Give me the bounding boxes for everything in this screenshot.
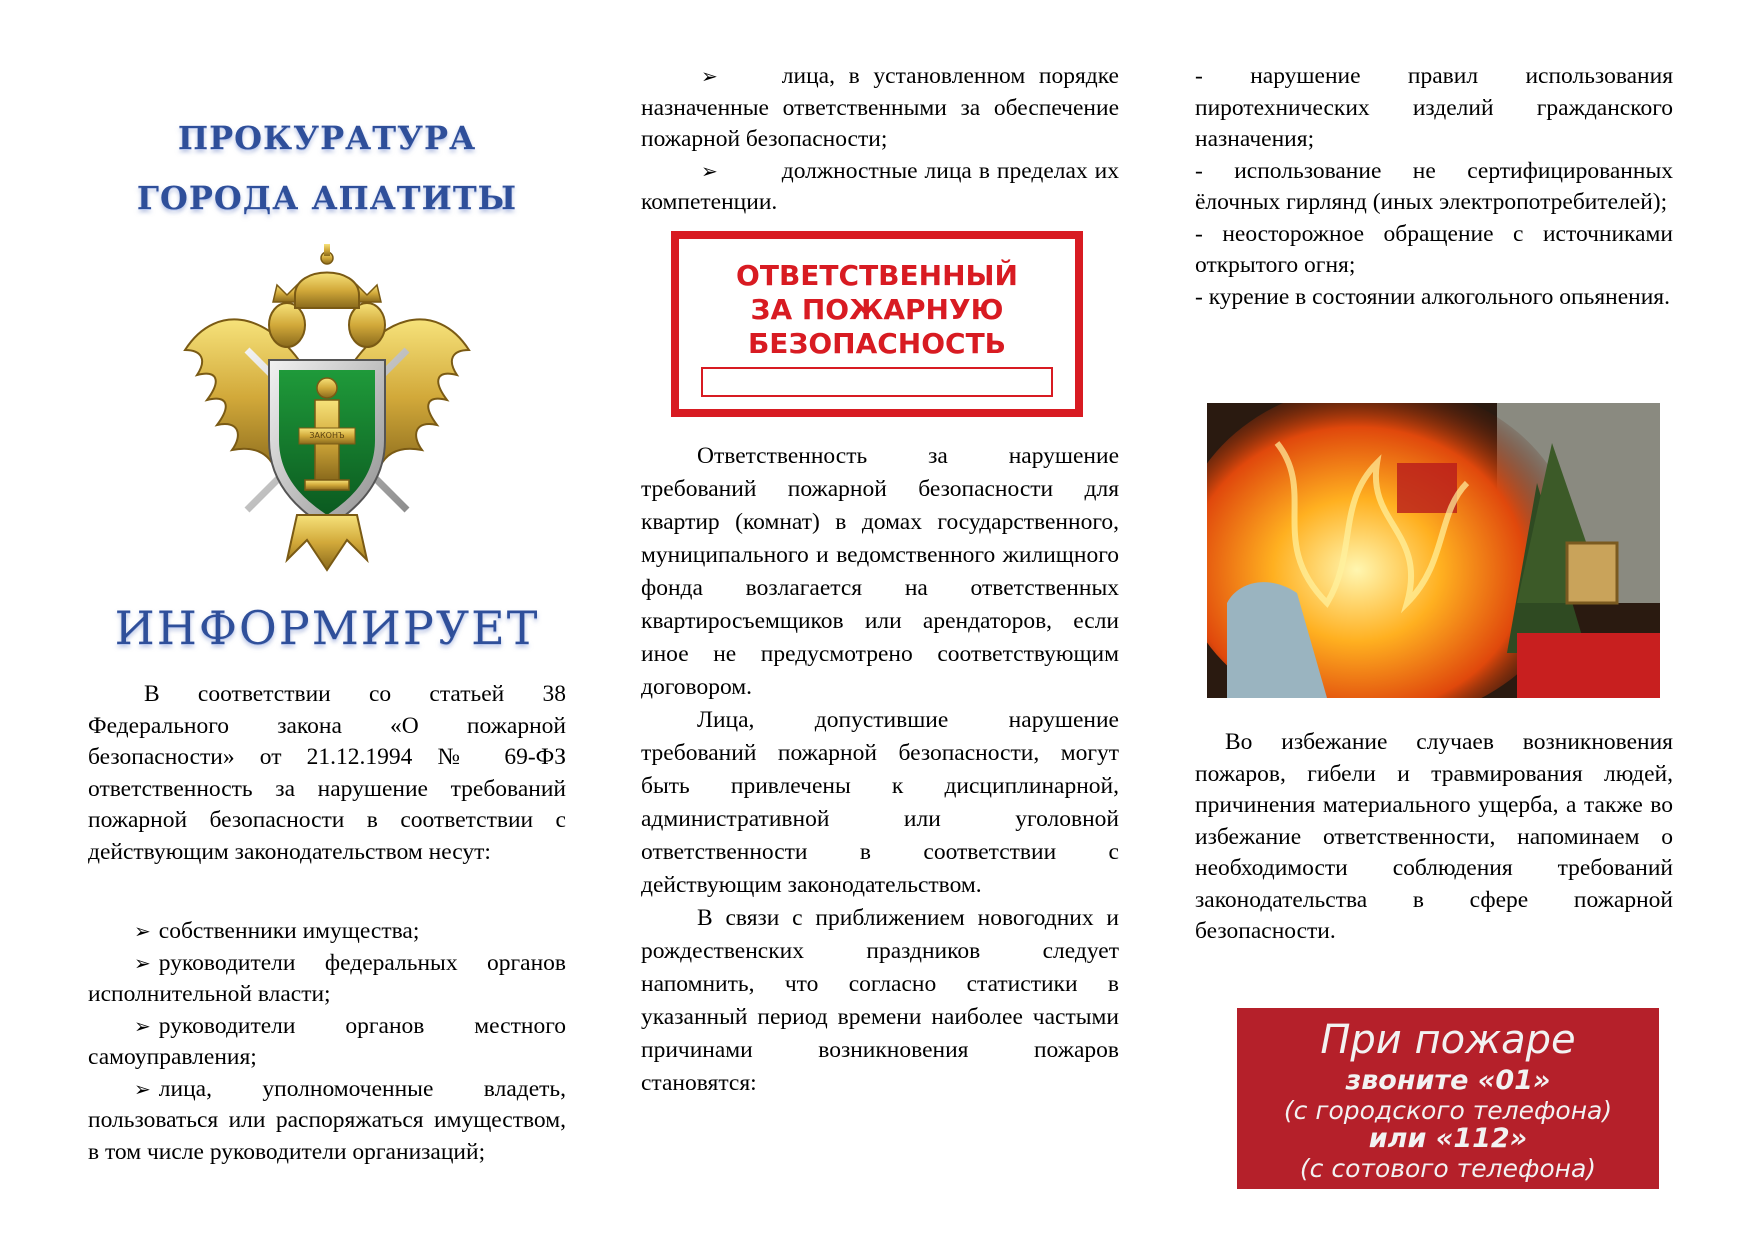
liability-text xyxy=(641,440,1119,1100)
emblem-label: ЗАКОНЪ xyxy=(309,431,345,440)
list-item: ➢ руководители органов местного самоуправления; xyxy=(88,1012,566,1070)
banner-call-01: звоните «01» xyxy=(1345,1065,1551,1096)
fire-photo xyxy=(1207,403,1660,698)
column-left xyxy=(88,0,566,1241)
warning-text xyxy=(1195,727,1673,948)
banner-title: При пожаре xyxy=(1320,1017,1576,1063)
arrow-icon: ➢ xyxy=(701,64,718,88)
sign-line-1: ОТВЕТСТВЕННЫЙ xyxy=(736,259,1018,292)
responsible-list xyxy=(88,916,566,1168)
intro-paragraph: В соответствии со статьей 38 Федерального закона «О пожарной безопасности» от 21.12.1994 № 69-ФЗ ответственность за нарушение требований пожарной безопасности в соответствии с действующим законодательством несут: xyxy=(88,681,566,865)
title-line-1: ПРОКУРАТУРА xyxy=(177,119,477,157)
informs-heading: ИНФОРМИРУЕТ xyxy=(114,601,540,655)
sign-line-2: ЗА ПОЖАРНУЮ xyxy=(750,293,1004,326)
list-item: ➢ собственники имущества; xyxy=(88,916,566,948)
list-item: - нарушение правил использования пиротехнических изделий гражданского назначения; xyxy=(1195,63,1673,152)
prosecutor-emblem xyxy=(177,240,477,575)
list-item: ➢ руководители федеральных органов исполнительной власти; xyxy=(88,949,566,1007)
list-item: - использование не сертифицированных ёлочных гирлянд (иных электропотребителей); xyxy=(1195,157,1673,215)
arrow-icon: ➢ xyxy=(134,919,151,943)
column-right xyxy=(1195,0,1673,1241)
sign-blank-field xyxy=(701,367,1053,397)
banner-mobile: (с сотового телефона) xyxy=(1299,1154,1597,1183)
list-item: - неосторожное обращение с источниками открытого огня; xyxy=(1195,220,1673,278)
emblem-icon xyxy=(177,240,477,575)
list-item: ➢ лица, в установленном порядке назначенные ответственными за обеспечение пожарной безопасности; xyxy=(641,63,1119,152)
banner-call-112: или «112» xyxy=(1368,1123,1528,1154)
list-item: ➢ должностные лица в пределах их компетенции. xyxy=(641,157,1119,215)
arrow-icon: ➢ xyxy=(134,950,151,975)
sign-line-3: БЕЗОПАСНОСТЬ xyxy=(747,327,1007,360)
intro-block xyxy=(88,679,566,868)
column-middle xyxy=(641,0,1119,1241)
list-item: - курение в состоянии алкогольного опьянения. xyxy=(1195,283,1670,310)
causes-list xyxy=(1195,61,1673,313)
paragraph-housing: Ответственность за нарушение требований пожарной безопасности для квартир (комнат) в домах государственного, муниципального и ведомственного жилищного фонда возлагается на ответственных квартиросъемщиков или арендаторов, если иное не предусмотрено соответствующим договором. xyxy=(641,443,1119,700)
emergency-banner xyxy=(1237,1008,1659,1189)
banner-landline: (с городского телефона) xyxy=(1283,1096,1613,1125)
arrow-icon: ➢ xyxy=(701,158,718,183)
page-title xyxy=(88,118,566,218)
arrow-icon: ➢ xyxy=(134,1076,151,1101)
paragraph-holidays: В связи с приближением новогодних и рождественских праздников следует напомнить, что согласно статистики в указанный период времени наиболее частыми причинами возникновения пожаров становятся: xyxy=(641,905,1119,1096)
responsible-sign xyxy=(671,231,1083,417)
warning-paragraph: Во избежание случаев возникновения пожаров, гибели и травмирования людей, причинения материального ущерба, а также во избежание ответственности, напоминаем о необходимости соблюдения требований законодательства в сфере пожарной безопасности. xyxy=(1195,729,1673,944)
list-item: ➢ лица, уполномоченные владеть, пользоваться или распоряжаться имуществом, в том числе руководители организаций; xyxy=(88,1075,566,1165)
responsible-list-cont xyxy=(641,61,1119,219)
arrow-icon: ➢ xyxy=(134,1013,151,1038)
title-line-2: ГОРОДА АПАТИТЫ xyxy=(136,179,518,217)
paragraph-liability: Лица, допустившие нарушение требований пожарной безопасности, могут быть привлечены к дисциплинарной, административной или уголовной ответственности в соответствии с действующим законодательством. xyxy=(641,707,1119,898)
fire-icon xyxy=(1207,403,1660,698)
